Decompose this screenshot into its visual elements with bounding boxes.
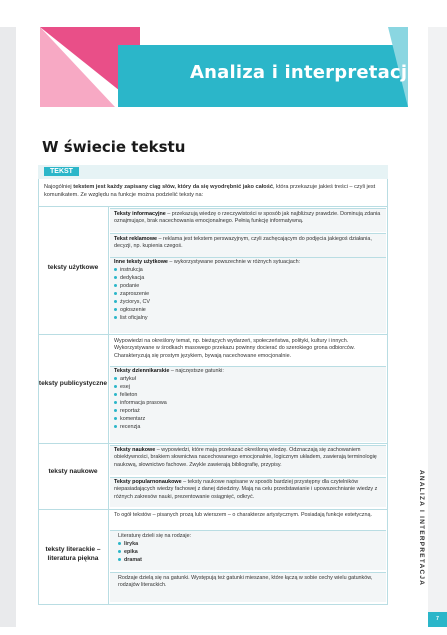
box-header — [38, 165, 388, 179]
row-label-literackie: teksty literackie – literatura piękna — [45, 546, 101, 562]
box-intro: Najogólniej tekstem jest każdy zapisany ciąg słów, który da się wyodrębnić jako całość, która przekazuje jakieś treści – czyli jest komunikatem. Ze względu na funkcje można podzielić teksty na: — [44, 184, 376, 198]
list-item: epika — [118, 549, 138, 556]
text-rodzaje: Literaturę dzieli się na rodzaje: — [118, 533, 192, 539]
text-inne: Inne teksty użytkowe – wykorzystywane powszechnie w różnych sytuacjach: — [114, 259, 301, 265]
section-title: W świecie tekstu — [42, 138, 186, 156]
row-label-publicystyczne: teksty publicystyczne — [38, 380, 108, 387]
text-informacyjne: Teksty informacyjne – przekazują wiedzę o rzeczywistości w sposób jak najbliższy prawdzie. Dominują zdania oznajmujące, brak nacechowania emocjonalnego. Pełnią funkcję informatywną. — [114, 211, 381, 225]
subbox-inne — [110, 257, 386, 333]
list-item: dramat — [118, 557, 142, 564]
list-item: recenzja — [114, 424, 140, 431]
text-gatunki: Rodzaje dzielą się na gatunki. Występują też gatunki mieszane, które łączą w sobie cechy wielu gatunków, rodzajów literackich. — [118, 575, 373, 589]
bottom-margin — [0, 627, 447, 635]
list-item: informacja prasowa — [114, 400, 167, 407]
list-item: instrukcja — [114, 267, 143, 274]
text-publicystyczne-intro: Wypowiedzi na określony temat, np. bieżących wydarzeń, społeczeństwa, polityki, kultury i innych. Wykorzystywane w środkach masowego przekazu powinny docierać do szerokiego grona odbiorców. Charakteryzują się prostym językiem, bywają nacechowane emocjonalnie. — [114, 338, 355, 359]
chapter-title: Analiza i interpretacja — [190, 62, 420, 83]
list-item: felieton — [114, 392, 137, 399]
text-popularnonaukowe: Teksty popularnonaukowe – teksty naukowe napisane w sposób bardziej przystępny dla czytelników niepasiadających wiedzy fachowej z danej dziedziny. Mają na celu przedstawianie i upowszechnianie wiedzy z różnych zakresów nauki, prezentowanie osiągnięć, odkryć. — [114, 479, 378, 500]
page-number: 7 — [428, 612, 447, 627]
list-item: podanie — [114, 283, 139, 290]
list-item: zaproszenie — [114, 291, 149, 298]
text-reklamowe: Tekst reklamowe – reklama jest tekstem perswazyjnym, czyli zachęcającym do podjęcia jakiegoś działania, decyzji, np. kupienia czegoś. — [114, 236, 372, 250]
text-literackie-intro: To ogół tekstów – pisanych prozą lub wierszem – o charakterze artystycznym. Posiadają funkcje estetyczną. — [114, 512, 372, 518]
list-item: komentarz — [114, 416, 145, 423]
column-divider — [108, 206, 109, 605]
list-item: liryka — [118, 541, 138, 548]
list-item: ogłoszenie — [114, 307, 146, 314]
text-naukowe: Teksty naukowe – wypowiedzi, które mają przekazać określoną wiedzę. Odznaczają się zachowaniem obiektywności, brakiem słownictwa nacechowanego emocjonalnie, logicznym układem, zawierają terminologię naukową, słownictwo fachowe. Zwykle zawierają bibliografię, przypisy. — [114, 447, 377, 468]
row-divider — [38, 509, 388, 510]
row-divider — [38, 443, 388, 444]
box-tag: TEKST — [44, 167, 79, 176]
top-margin — [0, 0, 447, 27]
side-label: ANALIZA I INTERPRETACJA — [418, 470, 425, 587]
row-label-naukowe: teksty naukowe — [48, 468, 98, 475]
list-item: list oficjalny — [114, 315, 148, 322]
text-dziennikarskie: Teksty dziennikarskie – najczęstsze gatunki: — [114, 368, 224, 374]
side-bar — [428, 27, 447, 627]
row-divider — [38, 334, 388, 335]
list-item: życiorys, CV — [114, 299, 150, 306]
list-item: esej — [114, 384, 130, 391]
list-item: dedykacja — [114, 275, 144, 282]
list-item: artykuł — [114, 376, 136, 383]
row-label-uzytkowe: teksty użytkowe — [47, 264, 99, 271]
list-item: reportaż — [114, 408, 140, 415]
row-divider — [38, 206, 388, 207]
